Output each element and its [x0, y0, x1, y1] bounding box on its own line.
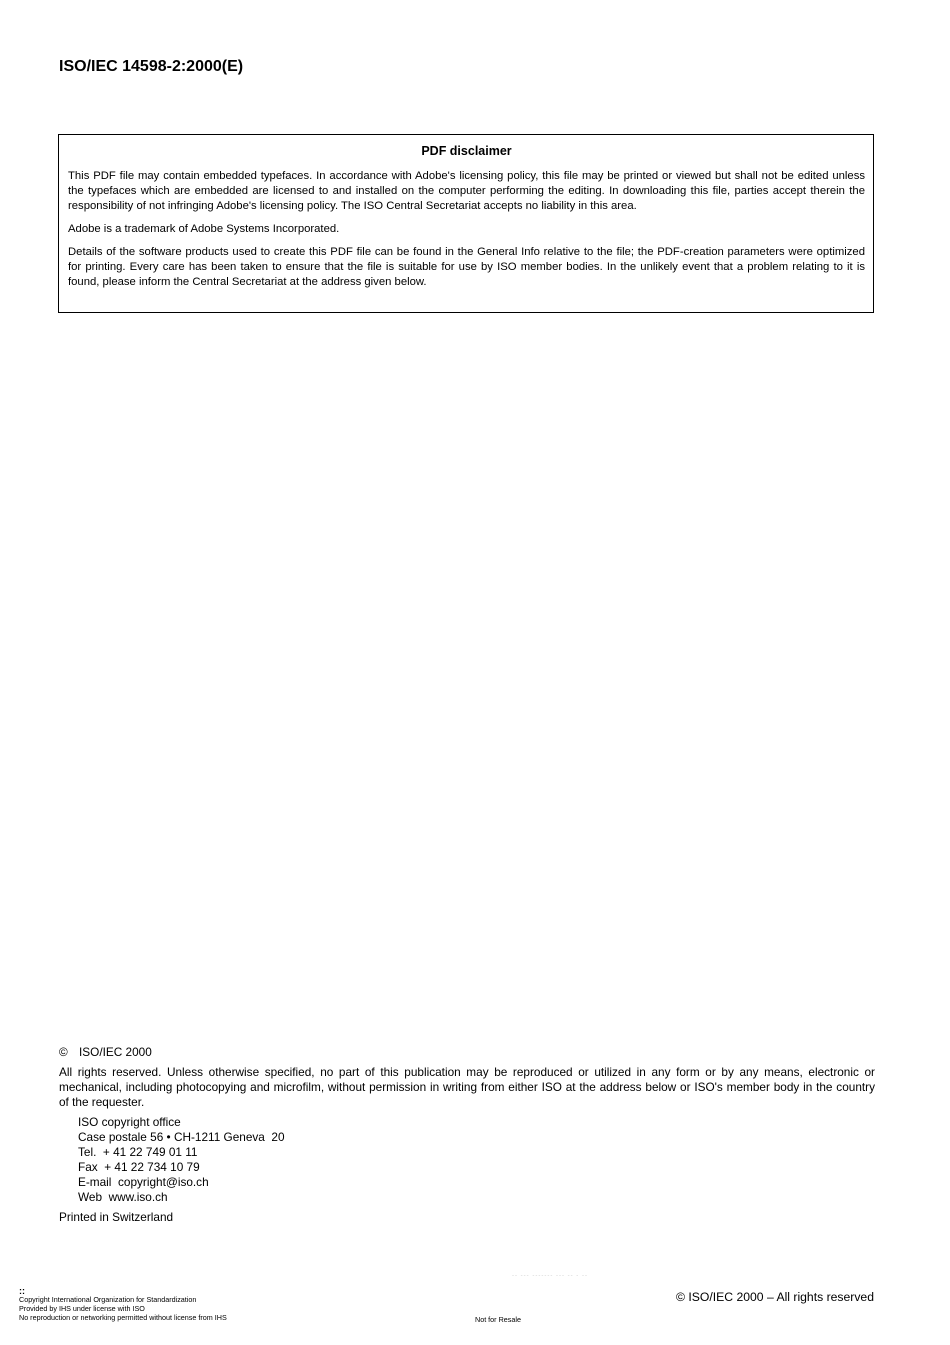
ihs-line: Copyright International Organization for Standardization [19, 1295, 197, 1304]
address-phone: Tel. + 41 22 749 01 11 [78, 1145, 198, 1159]
address-email: E-mail copyright@iso.ch [78, 1175, 209, 1189]
rights-statement: All rights reserved. Unless otherwise specified, no part of this publication may be reproduced or utilized in any form or by any means, electronic or mechanical, including photocopying and microfilm, without permission in writing from either ISO at the address below or ISO's member body in the country of the requester. [59, 1065, 875, 1109]
copyright-office-address [59, 1115, 875, 1205]
not-for-resale-label: Not for Resale [475, 1315, 521, 1324]
faint-footer-text: -- --- ------- --- -- - -- [512, 1273, 588, 1279]
disclaimer-paragraph-typefaces: This PDF file may contain embedded typefaces. In accordance with Adobe's licensing policy, this file may be printed or viewed but shall not be edited unless the typefaces which are embedded are licensed to and installed on the computer performing the editing. In downloading this file, parties accept therein the responsibility of not infringing Adobe's licensing policy. The ISO Central Secretariat accepts no liability in this area. [68, 170, 865, 212]
ihs-line: No reproduction or networking permitted without license from IHS [19, 1313, 227, 1323]
copyright-symbol: © [59, 1045, 68, 1059]
address-line: Case postale 56 • CH-1211 Geneva 20 [78, 1130, 285, 1144]
ihs-license-notice [19, 1287, 227, 1323]
disclaimer-title: PDF disclaimer [421, 144, 512, 158]
disclaimer-paragraph-software: Details of the software products used to create this PDF file can be found in the General Info relative to the file; the PDF-creation parameters were optimized for printing. Every care has been taken to ensure that the file is suitable for use by ISO member bodies. In the unlikely event that a problem relating to it is found, please inform the Central Secretariat at the address given below. [68, 246, 865, 288]
disclaimer-paragraph-trademark: Adobe is a trademark of Adobe Systems Incorporated. [68, 223, 340, 235]
address-fax: Fax + 41 22 734 10 79 [78, 1160, 200, 1174]
ihs-marker: :: [19, 1286, 25, 1296]
pdf-disclaimer-box [58, 134, 874, 313]
document-id-header: ISO/IEC 14598-2:2000(E) [59, 58, 244, 75]
ihs-line: Provided by IHS under license with ISO [19, 1304, 145, 1314]
address-line: ISO copyright office [78, 1115, 181, 1129]
copyright-line [59, 1045, 875, 1060]
printed-in: Printed in Switzerland [59, 1210, 174, 1224]
address-web: Web www.iso.ch [78, 1190, 168, 1204]
copyright-block [59, 1045, 875, 1225]
footer-copyright: © ISO/IEC 2000 – All rights reserved [676, 1290, 874, 1304]
copyright-holder: ISO/IEC 2000 [79, 1045, 152, 1059]
